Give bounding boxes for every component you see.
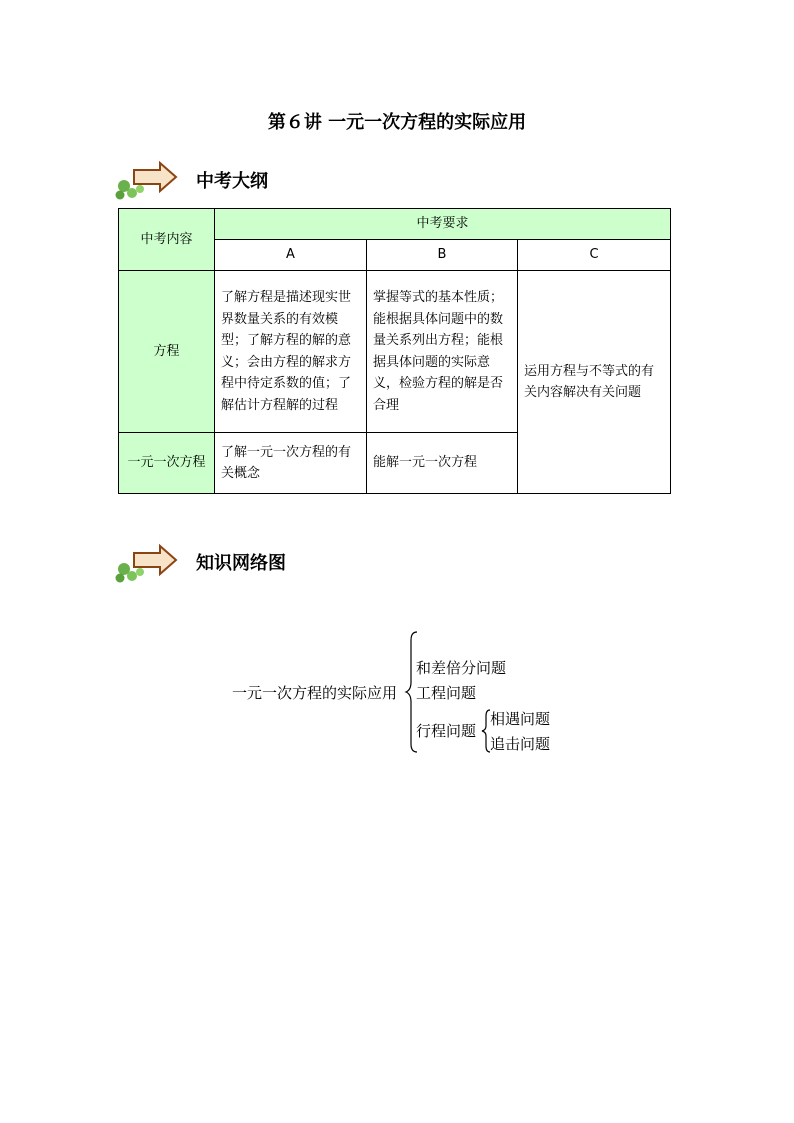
section-title-network: 知识网络图 — [196, 553, 286, 574]
cell-equation-b: 掌握等式的基本性质；能根据具体问题中的数量关系列出方程；能根据具体问题的实际意义，检验方程的解是否合理 — [367, 271, 518, 433]
arrow-leaf-icon — [114, 543, 180, 583]
arrow-leaf-icon — [114, 160, 180, 200]
topic-linear-equation: 一元一次方程 — [119, 433, 215, 494]
exam-requirements-table — [118, 208, 671, 494]
branch-engineering: 工程问题 — [416, 684, 477, 702]
sub-branch-meeting: 相遇问题 — [490, 710, 551, 728]
network-root: 一元一次方程的实际应用 — [232, 684, 398, 702]
level-c: C — [518, 240, 671, 271]
header-content: 中考内容 — [119, 209, 215, 271]
sub-branch-chasing: 追击问题 — [490, 735, 551, 753]
cell-linear-b: 能解一元一次方程 — [367, 433, 518, 494]
header-requirement: 中考要求 — [215, 209, 671, 240]
cell-c: 运用方程与不等式的有关内容解决有关问题 — [518, 271, 671, 494]
cell-linear-a: 了解一元一次方程的有关概念 — [215, 433, 367, 494]
topic-equation: 方程 — [119, 271, 215, 433]
level-b: B — [367, 240, 518, 271]
cell-equation-a: 了解方程是描述现实世界数量关系的有效模型；了解方程的解的意义；会由方程的解求方程中待定系数的值；了解估计方程解的过程 — [215, 271, 367, 433]
section-title-outline: 中考大纲 — [196, 171, 268, 192]
level-a: A — [215, 240, 367, 271]
branch-travel: 行程问题 — [416, 722, 477, 740]
page-title: 第６讲 一元一次方程的实际应用 — [267, 112, 527, 133]
branch-sum-diff: 和差倍分问题 — [416, 659, 507, 677]
